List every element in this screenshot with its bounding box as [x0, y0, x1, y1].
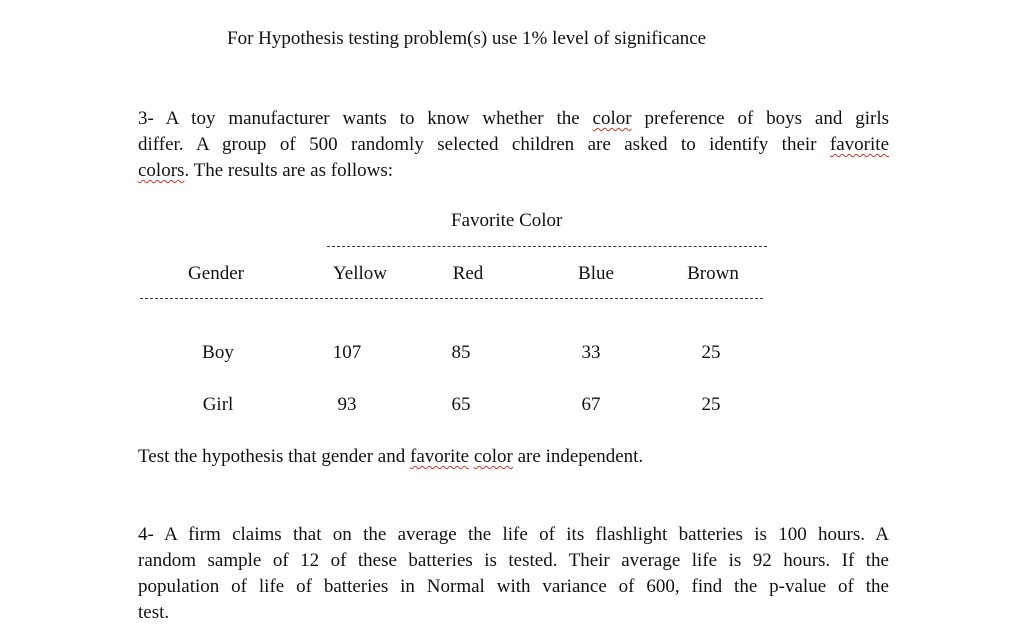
spellcheck-word: colors [138, 160, 185, 181]
q3-test-text: Test the hypothesis that gender and [138, 446, 410, 467]
spellcheck-word: favorite [829, 134, 889, 155]
row-girl-red: 65 [451, 394, 471, 415]
table-divider-header [140, 298, 763, 299]
spellcheck-word: color [473, 446, 513, 467]
row-girl-blue: 67 [581, 394, 601, 415]
row-boy-yellow: 107 [332, 342, 362, 363]
q3-test-text-end: are independent. [512, 446, 644, 467]
q3-line-2 [138, 132, 889, 158]
col-header-blue: Blue [578, 263, 614, 284]
q4-line-1: 4- A firm claims that on the average the life of its flashlight batteries is 100 hours. A [138, 524, 889, 545]
table-title: Favorite Color [451, 210, 563, 231]
col-header-yellow: Yellow [332, 263, 388, 284]
row-girl-brown: 25 [701, 394, 721, 415]
q3-test-statement [138, 446, 643, 468]
instructions-header: For Hypothesis testing problem(s) use 1% level of significance [227, 28, 707, 49]
col-header-gender: Gender [188, 263, 244, 284]
question-4 [138, 522, 889, 626]
q4-line-4: test. [138, 602, 170, 623]
row-girl-yellow: 93 [337, 394, 357, 415]
q3-line-3 [138, 158, 889, 184]
q3-line2-text: differ. A group of 500 randomly selected children are asked to identify their [138, 134, 830, 155]
row-boy-label: Boy [202, 342, 234, 363]
q4-line-2: random sample of 12 of these batteries is tested. Their average life is 92 hours. If the [138, 550, 889, 571]
row-boy-brown: 25 [701, 342, 721, 363]
row-boy-red: 85 [451, 342, 471, 363]
spellcheck-word: favorite [410, 446, 470, 467]
q3-line3-text: . The results are as follows: [184, 160, 394, 181]
q3-line1-text-end: preference of boys and girls [631, 108, 889, 129]
q3-line1-text: 3- A toy manufacturer wants to know whether the [138, 108, 593, 129]
q4-line-3: population of life of batteries in Normal with variance of 600, find the p-value of the [138, 576, 889, 597]
row-girl-label: Girl [202, 394, 234, 415]
table-divider-top [327, 246, 767, 247]
question-3 [138, 106, 889, 184]
q3-line-1 [138, 106, 889, 132]
spellcheck-word: color [592, 108, 632, 129]
col-header-brown: Brown [687, 263, 739, 284]
col-header-red: Red [452, 263, 484, 284]
row-boy-blue: 33 [581, 342, 601, 363]
